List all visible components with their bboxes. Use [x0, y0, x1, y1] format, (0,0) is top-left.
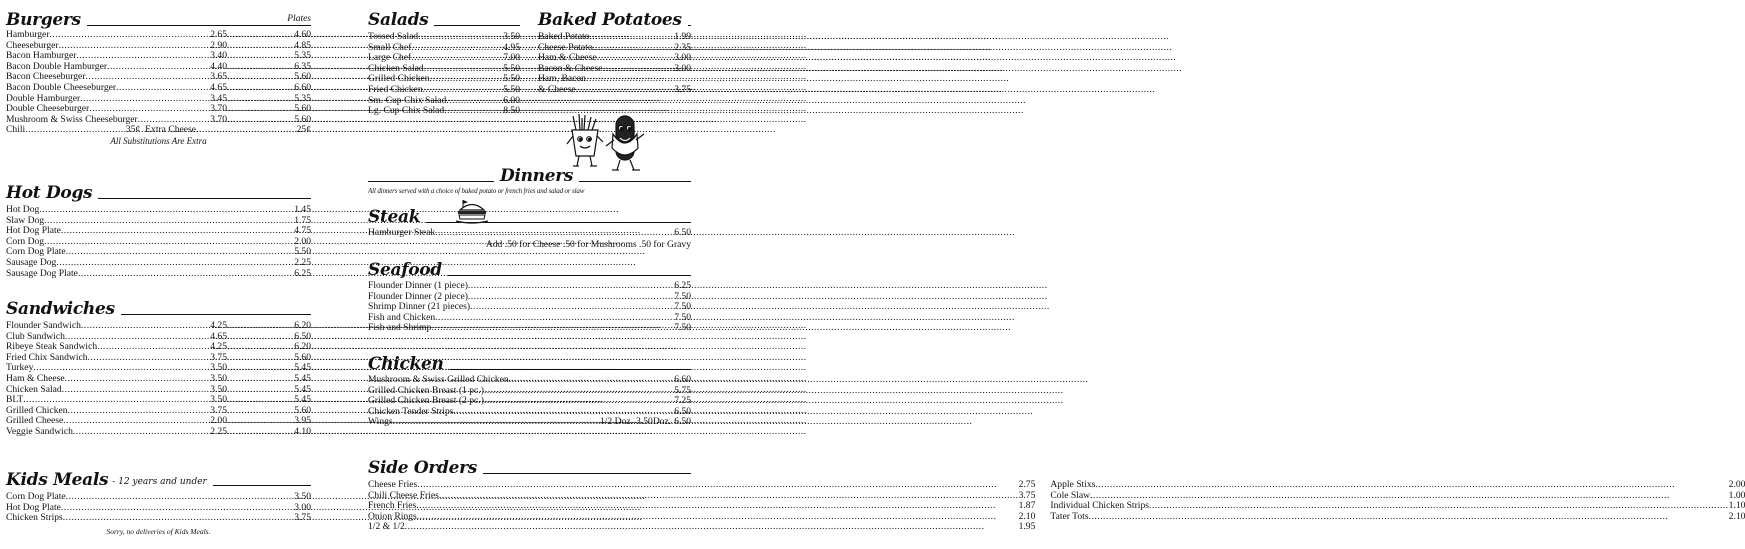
- burgers-title: Burgers: [6, 10, 81, 30]
- item-name: Double Cheeseburger: [6, 103, 90, 115]
- leader-dots: [405, 522, 1019, 533]
- item-name: Lg. Cup Chix Salad: [368, 105, 445, 117]
- item-price: 3.65: [210, 71, 227, 83]
- item-name: Chicken Strips: [6, 512, 63, 524]
- menu-item-row: [1050, 512, 1745, 523]
- item-name: Large Chef: [368, 52, 412, 64]
- item-name: Cheeseburger: [6, 39, 59, 51]
- sides-left-list: [368, 480, 1035, 533]
- item-price: 7.50: [674, 290, 691, 302]
- sides-title: Side Orders: [368, 458, 478, 478]
- hotdog-icon: [606, 116, 644, 170]
- dinners-title: Dinners: [500, 166, 574, 186]
- item-price: 2.65: [210, 29, 227, 40]
- leader-dots: [1089, 512, 1729, 523]
- item-price: 3.40: [210, 50, 227, 62]
- wings-doz-price: 6.50: [674, 416, 691, 428]
- item-name: Onion Rings: [368, 510, 417, 522]
- item-price: 7.50: [674, 322, 691, 334]
- item-price: 7.00: [503, 52, 520, 64]
- item-name: Ham & Cheese: [6, 372, 65, 384]
- dinners-note: All dinners served with a choice of baked potato or french fries and salad or slaw: [368, 187, 585, 195]
- item-name: Bacon Cheeseburger: [6, 71, 86, 83]
- dinners-header: [368, 164, 691, 186]
- item-price: 6.25: [674, 280, 691, 291]
- item-price: 2.00: [294, 235, 311, 247]
- item-name: Ribeye Steak Sandwich: [6, 341, 98, 353]
- item-price: 2.10: [1728, 510, 1745, 522]
- item-name: Cheese Potato: [538, 41, 593, 53]
- leader-dots: [589, 32, 674, 43]
- burgers-section: [6, 6, 311, 147]
- menu-item-row: [6, 269, 311, 280]
- plate-price: 4.85: [294, 39, 311, 51]
- menu-item-row: [6, 205, 311, 216]
- item-name: Hot Dog Plate: [6, 501, 61, 513]
- item-name: Tater Tots: [1050, 510, 1089, 522]
- leader-dots: [418, 32, 503, 43]
- dinners-section: [368, 164, 691, 196]
- item-name: 1/2 & 1/2: [368, 521, 405, 533]
- item-price: 7.50: [674, 301, 691, 313]
- item-price: 3.50: [210, 383, 227, 395]
- item-price: 1.00: [1728, 489, 1745, 501]
- item-price: 2.90: [210, 39, 227, 51]
- leader-dots: [73, 427, 205, 438]
- item-price: 1.99: [674, 31, 691, 42]
- leader-dots: [227, 427, 287, 438]
- plate-price: 5.60: [294, 71, 311, 83]
- divider: [688, 25, 691, 26]
- item-price: 8.50: [503, 105, 520, 117]
- item-price: 6.25: [294, 267, 311, 279]
- item-name: Hamburger Steak: [368, 227, 436, 238]
- leader-dots: [393, 417, 600, 428]
- leader-dots: [423, 85, 504, 96]
- item-price: 1.75: [294, 214, 311, 226]
- item-price: 4.25: [210, 341, 227, 353]
- item-price: 5.50: [294, 246, 311, 258]
- sandwiches-header: [6, 295, 311, 319]
- item-price: 3.00: [674, 52, 691, 64]
- menu-item-row: [6, 492, 311, 503]
- item-price: 3.75: [674, 83, 691, 95]
- item-price: 2.25: [294, 256, 311, 268]
- item-name: Ham, Bacon: [538, 73, 586, 85]
- kids-section: [6, 466, 311, 537]
- chicken-title: Chicken: [368, 354, 444, 374]
- chicken-header: [368, 350, 691, 374]
- item-name: Bacon Double Hamburger: [6, 60, 108, 72]
- plate-price: 6.50: [294, 330, 311, 342]
- kids-header: [6, 466, 311, 490]
- item-price: 3.75: [210, 351, 227, 363]
- item-name: Sm. Cup Chix Salad: [368, 94, 447, 106]
- leader-dots: [468, 281, 674, 292]
- item-name: Corn Dog Plate: [6, 491, 66, 502]
- leader-dots: [227, 321, 287, 332]
- item-price: 5.75: [674, 384, 691, 396]
- item-price: 4.25: [210, 320, 227, 331]
- item-price: 2.25: [210, 425, 227, 437]
- leader-dots: [509, 375, 674, 386]
- burger-icon: [452, 200, 492, 226]
- menu-item-row: [6, 374, 311, 385]
- item-price: 3.50: [503, 31, 520, 42]
- seafood-list: [368, 281, 691, 334]
- item-name: & Cheese: [538, 83, 576, 95]
- item-price: 4.95: [503, 41, 520, 53]
- chicken-list: [368, 375, 691, 417]
- item-price: 1.10: [1728, 500, 1745, 512]
- plate-price: 5.60: [294, 103, 311, 115]
- leader-dots: [25, 125, 126, 136]
- seafood-title: Seafood: [368, 260, 442, 280]
- seafood-header: [368, 256, 691, 280]
- item-price: 3.75: [210, 404, 227, 416]
- leader-dots: [227, 374, 287, 385]
- divider: [87, 25, 311, 26]
- kids-title: Kids Meals: [6, 470, 109, 490]
- item-price: 3.70: [210, 103, 227, 115]
- item-name: Chili Cheese Fries: [368, 489, 439, 501]
- item-price: 4.40: [210, 60, 227, 72]
- steak-addons: Add .50 for Cheese .50 for Mushrooms .50 for Gravy: [485, 238, 691, 250]
- kids-list: [6, 492, 311, 524]
- kids-note: Sorry, no deliveries of Kids Meals.: [106, 526, 211, 536]
- item-name: Hot Dog Plate: [6, 225, 61, 237]
- plate-price: 5.60: [294, 351, 311, 363]
- plate-price: 5.45: [294, 394, 311, 406]
- hotdogs-list: [6, 205, 311, 279]
- burger-illustration: [452, 200, 492, 226]
- item-price: 4.65: [210, 330, 227, 342]
- item-name: Chicken Salad: [6, 383, 62, 395]
- menu-item-row: [538, 32, 691, 43]
- item-name: Individual Chicken Strips: [1050, 500, 1149, 512]
- menu-item-row: [6, 427, 311, 438]
- item-price: 6.60: [674, 374, 691, 385]
- steak-section: [368, 203, 691, 250]
- divider: [579, 181, 691, 182]
- plate-price: 3.95: [294, 415, 311, 427]
- menu-item-row: [368, 480, 1035, 491]
- menu-item-row: [368, 522, 1035, 533]
- plate-price: 5.45: [294, 362, 311, 374]
- item-name: Slaw Dog: [6, 214, 45, 226]
- item-price: 5.50: [503, 73, 520, 85]
- item-price: 3.00: [674, 62, 691, 74]
- sides-right-list: [1050, 480, 1745, 533]
- item-price: 1.95: [1018, 521, 1036, 533]
- plate-price: 4.10: [294, 425, 311, 437]
- hotdogs-header: [6, 179, 311, 203]
- item-name: Flounder Dinner (1 piece): [368, 280, 468, 291]
- item-name: Chicken Tender Strips: [368, 405, 454, 417]
- hotdogs-title: Hot Dogs: [6, 183, 93, 203]
- extra-cheese-label: Extra Cheese: [145, 124, 197, 136]
- item-name: Mushroom & Swiss Grilled Chicken: [368, 374, 509, 385]
- menu-item-row: [6, 258, 311, 269]
- menu-item-row: [368, 323, 691, 334]
- seafood-section: [368, 256, 691, 334]
- wings-row: [368, 417, 691, 428]
- plate-price: 5.35: [294, 50, 311, 62]
- sides-header: [368, 454, 691, 478]
- item-name: BLT: [6, 394, 24, 406]
- item-name: Club Sandwich: [6, 330, 65, 342]
- item-name: Hot Dog: [6, 204, 40, 215]
- salads-list: [368, 32, 520, 117]
- item-price: 6.00: [503, 94, 520, 106]
- item-price: 3.50: [210, 372, 227, 384]
- item-name: Turkey: [6, 362, 34, 374]
- menu-item-row: [6, 513, 311, 524]
- leader-dots: [444, 106, 503, 117]
- plate-price: 6.60: [294, 81, 311, 93]
- item-name: Grilled Chicken: [368, 73, 430, 85]
- potatoes-header: [538, 6, 691, 30]
- item-name: French Fries: [368, 500, 417, 512]
- item-price: 2.00: [210, 415, 227, 427]
- item-name: Veggie Sandwich: [6, 425, 73, 437]
- item-name: Flounder Dinner (2 piece): [368, 290, 468, 302]
- sandwiches-list: [6, 321, 311, 438]
- substitutions-note: All Substitutions Are Extra: [110, 135, 207, 146]
- item-name: Small Chef: [368, 41, 412, 53]
- item-name: Double Hamburger: [6, 92, 81, 104]
- plate-price: 5.60: [294, 113, 311, 125]
- leader-dots: [227, 30, 287, 41]
- leader-dots: [81, 321, 205, 332]
- item-name: Grilled Chicken: [6, 404, 68, 416]
- divider: [98, 198, 311, 199]
- burgers-list: [6, 30, 311, 125]
- plate-price: 6.35: [294, 60, 311, 72]
- item-price: 2.10: [1018, 510, 1036, 522]
- item-name: Fried Chicken: [368, 83, 423, 95]
- chili-price: 35¢: [125, 124, 141, 136]
- item-price: 7.25: [674, 395, 691, 407]
- divider: [121, 314, 311, 315]
- item-price: 2.35: [674, 41, 691, 53]
- item-name: Ham & Cheese: [538, 52, 597, 64]
- item-name: Sausage Dog: [6, 256, 57, 268]
- leader-dots: [78, 269, 294, 280]
- menu-item-row: [6, 321, 311, 332]
- item-name: Bacon Hamburger: [6, 50, 77, 62]
- divider: [434, 25, 520, 26]
- item-name: Tossed Salad: [368, 31, 419, 42]
- leader-dots: [576, 85, 675, 96]
- steak-list: [368, 228, 691, 239]
- steak-title: Steak: [368, 207, 421, 227]
- menu-item-row: [368, 281, 691, 292]
- leader-dots: [435, 228, 674, 239]
- item-price: 4.75: [294, 225, 311, 237]
- wings-half-price: 3.50: [636, 416, 653, 428]
- item-name: Fried Chix Sandwich: [6, 351, 88, 363]
- salads-title: Salads: [368, 10, 429, 30]
- leader-dots: [39, 205, 294, 216]
- item-name: Hamburger: [6, 29, 50, 40]
- plates-label: Plates: [287, 14, 311, 24]
- item-price: 3.50: [210, 362, 227, 374]
- wings-doz-label: Doz.: [652, 416, 672, 428]
- chili-row: [6, 125, 311, 136]
- chicken-section: [368, 350, 691, 428]
- steak-header: [368, 203, 691, 227]
- item-name: Apple Stixs: [1050, 479, 1096, 490]
- menu-item-row: [368, 32, 520, 43]
- item-name: Corn Dog: [6, 235, 45, 247]
- item-name: Mushroom & Swiss Cheeseburger: [6, 113, 138, 125]
- divider: [450, 369, 691, 370]
- plate-price: 4.60: [294, 29, 311, 40]
- item-name: Bacon & Cheese: [538, 62, 603, 74]
- leader-dots: [417, 480, 1018, 491]
- extra-cheese-price: 25¢: [296, 124, 311, 136]
- leader-dots: [50, 30, 205, 41]
- menu-item-row: [368, 85, 520, 96]
- leader-dots: [65, 374, 205, 385]
- item-name: Fish and Chicken: [368, 311, 436, 323]
- divider: [213, 485, 311, 486]
- fries-icon: [567, 114, 603, 166]
- item-price: 3.00: [294, 501, 311, 513]
- item-name: Baked Potato: [538, 31, 590, 42]
- leader-dots: [1095, 480, 1728, 491]
- item-price: 1.87: [1018, 500, 1036, 512]
- potatoes-list: [538, 32, 691, 96]
- sides-grid: [368, 479, 1745, 533]
- plate-price: 6.20: [294, 341, 311, 353]
- plate-price: 6.20: [294, 320, 311, 331]
- salads-header: [368, 6, 520, 30]
- item-price: 4.65: [210, 81, 227, 93]
- hotdogs-section: [6, 179, 311, 279]
- divider: [448, 275, 691, 276]
- sides-section: [368, 454, 1745, 533]
- leader-dots: [602, 64, 674, 75]
- item-name: Flounder Sandwich: [6, 320, 81, 331]
- item-name: Grilled Chicken Breast (1 pc.): [368, 384, 484, 396]
- chili-name: Chili: [6, 124, 26, 136]
- menu-item-row: [368, 228, 691, 239]
- salads-section: [368, 6, 520, 117]
- item-price: 3.45: [210, 92, 227, 104]
- item-name: Grilled Chicken Breast (2 pc.): [368, 395, 484, 407]
- item-price: 2.00: [1728, 479, 1745, 490]
- menu-item-row: [368, 106, 520, 117]
- leader-dots: [431, 323, 674, 334]
- leader-dots: [196, 125, 297, 136]
- item-name: Chicken Salad: [368, 62, 424, 74]
- item-price: 3.50: [294, 491, 311, 502]
- menu-item-row: [1050, 480, 1745, 491]
- item-name: Cheese Fries: [368, 479, 418, 490]
- item-price: 2.75: [1018, 479, 1036, 490]
- item-name: Fish and Shrimp: [368, 322, 432, 334]
- divider: [483, 473, 691, 474]
- item-name: Grilled Cheese: [6, 415, 64, 427]
- item-price: 1.45: [294, 204, 311, 215]
- sandwiches-section: [6, 295, 311, 438]
- item-name: Bacon Double Cheeseburger: [6, 81, 117, 93]
- item-name: Corn Dog Plate: [6, 246, 66, 258]
- item-price: 6.50: [674, 405, 691, 417]
- item-name: Shrimp Dinner (21 pieces): [368, 301, 471, 313]
- menu-item-row: [6, 30, 311, 41]
- leader-dots: [63, 513, 294, 524]
- leader-dots: [116, 83, 205, 94]
- wings-half-label: 1/2 Doz.: [599, 416, 634, 428]
- plate-price: 5.60: [294, 404, 311, 416]
- menu-item-row: [6, 83, 311, 94]
- item-price: 3.70: [210, 113, 227, 125]
- item-name: Cole Slaw: [1050, 489, 1091, 501]
- burgers-header: [6, 6, 311, 30]
- menu-item-row: [538, 85, 691, 96]
- wings-name: Wings: [368, 416, 393, 428]
- plate-price: 5.45: [294, 372, 311, 384]
- menu-item-row: [368, 375, 691, 386]
- item-price: 3.75: [294, 512, 311, 524]
- item-price: 6.50: [674, 227, 691, 238]
- leader-dots: [66, 492, 295, 503]
- item-name: Sausage Dog Plate: [6, 267, 78, 279]
- plate-price: 5.45: [294, 383, 311, 395]
- item-price: 7.50: [674, 311, 691, 323]
- item-price: 3.50: [210, 394, 227, 406]
- plate-price: 5.35: [294, 92, 311, 104]
- sandwiches-title: Sandwiches: [6, 299, 115, 319]
- divider: [368, 181, 494, 182]
- kids-subtitle: - 12 years and under: [112, 477, 207, 487]
- item-price: 5.50: [503, 62, 520, 74]
- leader-dots: [227, 83, 287, 94]
- item-price: 5.50: [503, 83, 520, 95]
- item-price: 3.75: [1018, 489, 1036, 501]
- leader-dots: [56, 258, 294, 269]
- potatoes-title: Baked Potatoes: [538, 10, 682, 30]
- potatoes-section: [538, 6, 691, 96]
